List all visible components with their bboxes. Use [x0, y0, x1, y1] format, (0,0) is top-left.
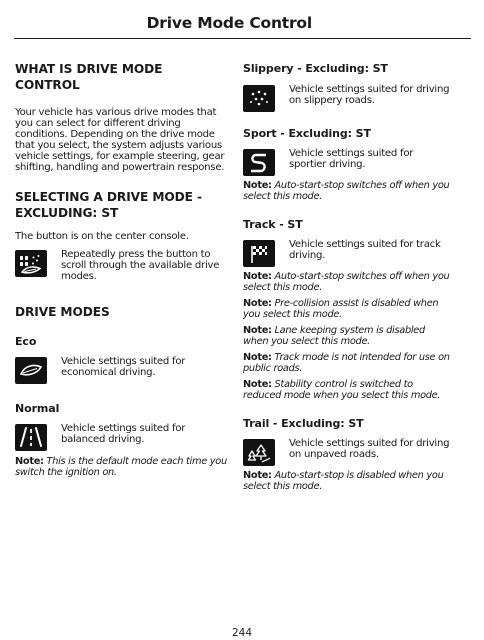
slippery-row — [243, 83, 453, 112]
track-note-1 — [243, 271, 453, 293]
trail-trees-icon — [243, 439, 275, 466]
normal-text: Vehicle settings suited for balanced driving. — [61, 422, 186, 445]
sport-text: Vehicle settings suited for sportier driving. — [289, 148, 414, 170]
note-text: Lane keeping system is disabled when you select this mode. — [243, 325, 425, 347]
trail-note — [243, 470, 453, 492]
slippery-heading: Slippery - Excluding: ST — [243, 62, 388, 75]
track-heading: Track - ST — [243, 218, 303, 231]
note-text: Stability control is switched to reduced mode when you select this mode. — [243, 379, 441, 401]
note-label: Note: — [243, 180, 272, 191]
sport-s-icon — [243, 149, 275, 176]
left-column — [15, 62, 227, 478]
eco-row — [15, 355, 227, 384]
note-label: Note: — [243, 325, 272, 336]
note-text: Pre-collision assist is disabled when you select this mode. — [243, 298, 439, 320]
what-is-heading: WHAT IS DRIVE MODE CONTROL — [15, 62, 163, 92]
track-note-2 — [243, 298, 453, 320]
trail-heading: Trail - Excluding: ST — [243, 417, 364, 430]
right-column — [243, 62, 453, 492]
what-is-body: Your vehicle has various drive modes that you can select for different driving conditions. Depending on the drive mode that you select, the system adjusts various vehicle settings, for example steering, gear shifting, handling and powertrain response. — [15, 107, 225, 173]
sport-note — [243, 180, 453, 202]
track-note-4 — [243, 352, 453, 374]
normal-road-icon — [15, 424, 47, 451]
normal-row — [15, 422, 227, 451]
note-label: Note: — [243, 271, 272, 282]
drive-mode-button-icon — [15, 250, 47, 277]
eco-text: Vehicle settings suited for economical driving. — [61, 355, 186, 378]
track-checkered-flag-icon — [243, 240, 275, 267]
normal-note — [15, 456, 227, 478]
selecting-body: The button is on the center console. — [15, 231, 189, 242]
note-label: Note: — [15, 455, 44, 467]
selecting-icon-row — [15, 248, 227, 282]
page-title: Drive Mode Control — [146, 14, 312, 32]
eco-leaf-icon — [15, 357, 47, 384]
header-divider — [14, 38, 471, 39]
note-text: Auto-start-stop switches off when you select this mode. — [243, 271, 450, 293]
note-label: Note: — [243, 352, 272, 363]
note-text: Auto-start-stop switches off when you select this mode. — [243, 180, 450, 202]
normal-heading: Normal — [15, 401, 60, 415]
selecting-icon-text: Repeatedly press the button to scroll through the available drive modes. — [61, 249, 220, 282]
eco-heading: Eco — [15, 334, 37, 348]
note-label: Note: — [243, 470, 272, 481]
slippery-snowflake-icon — [243, 85, 275, 112]
page-header — [0, 0, 484, 40]
track-note-3 — [243, 325, 453, 347]
selecting-heading: SELECTING A DRIVE MODE - EXCLUDING: ST — [15, 190, 202, 220]
track-text: Vehicle settings suited for track driving. — [289, 239, 441, 261]
sport-row — [243, 147, 453, 176]
note-label: Note: — [243, 379, 272, 390]
note-text: Auto-start-stop is disabled when you select this mode. — [243, 470, 444, 492]
trail-row — [243, 437, 453, 466]
drive-modes-heading: DRIVE MODES — [15, 305, 110, 319]
track-note-5 — [243, 379, 453, 401]
trail-text: Vehicle settings suited for driving on unpaved roads. — [289, 438, 450, 460]
note-text: Track mode is not intended for use on public roads. — [243, 352, 450, 374]
page-number: 244 — [231, 627, 253, 639]
sport-heading: Sport - Excluding: ST — [243, 127, 371, 140]
slippery-text: Vehicle settings suited for driving on slippery roads. — [289, 84, 450, 106]
note-text: This is the default mode each time you switch the ignition on. — [15, 455, 227, 478]
track-row — [243, 238, 453, 267]
note-label: Note: — [243, 298, 272, 309]
